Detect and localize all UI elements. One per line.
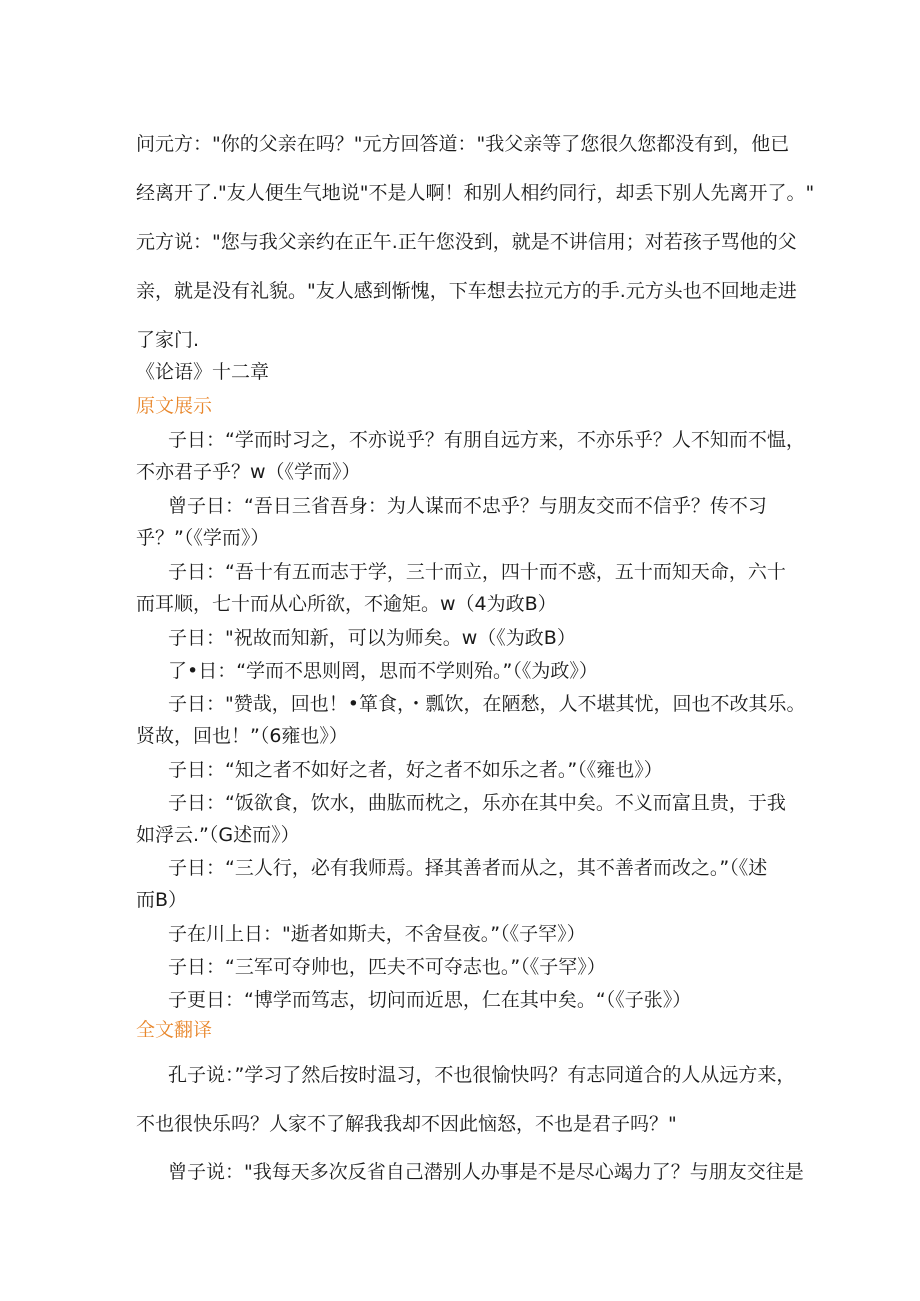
original-line: 乎？”（《学而》） [136,527,270,549]
original-line: 子日：“知之者不如好之者，好之者不如乐之者。”（《雍也》） [168,759,663,781]
story-line: 问元方："你的父亲在吗？"元方回答道："我父亲等了您很久您都没有到，他已 [136,133,790,155]
original-line: 子日：“三军可夺帅也，匹夫不可夺志也。”（《子罕》） [168,956,606,978]
original-line: 子在川上日："逝者如斯夫，不舍昼夜。”（《子罕》） [168,923,586,945]
story-line: 了家门. [136,329,200,351]
translation-line: 曾子说："我每天多次反省自己潜别人办事是不是尽心竭力了？与朋友交往是 [168,1161,804,1183]
original-line: 子日：“学而时习之，不亦说乎？有朋自远方来，不亦乐乎？人不知而不愠， [168,429,805,451]
translation-line: 不也很快乐吗？人家不了解我我却不因此恼怒，不也是君子吗？" [136,1113,677,1135]
original-line: 子日：“吾十有五而志于学，三十而立，四十而不惑，五十而知天命，六十 [168,561,786,583]
original-line: 而B） [136,889,188,911]
story-line: 亲，就是没有礼貌。"友人感到惭愧，下车想去拉元方的手.元方头也不回地走进 [136,280,797,302]
original-line: 如浮云.”（G述而》） [136,824,300,846]
translation-heading: 全文翻译 [136,1019,213,1041]
original-line: 子日：“饭欲食，饮水，曲肱而枕之，乐亦在其中矣。不义而富且贵，于我 [168,792,786,814]
story-line: 经离开了."友人便生气地说"不是人啊！和别人相约同行，却丢下别人先离开了。" [136,182,815,204]
original-line: 子日：“三人行，必有我师焉。择其善者而从之，其不善者而改之。”（《述 [168,857,768,879]
original-line: 不亦君子乎？w（《学而》） [136,461,361,483]
original-line: 了•日：“学而不思则罔，思而不学则殆。”（《为政》） [168,660,598,682]
original-line: 子更日：“博学而笃志，切问而近思，仁在其中矣。“（《子张》） [168,989,692,1011]
original-heading: 原文展示 [136,395,213,417]
original-line: 而耳顺，七十而从心所欲，不逾矩。w（4为政B） [136,593,557,615]
original-line: 子日："赞哉，回也！•箪食，・瓢饮，在陋愁，人不堪其忧，回也不改其乐。 [168,693,806,715]
translation-line: 孔子说：”学习了然后按时温习，不也很愉快吗？有志同道合的人从远方来， [168,1064,796,1086]
original-line: 曾子日：“吾日三省吾身：为人谋而不忠乎？与朋友交而不信乎？传不习 [168,495,767,517]
story-line: 元方说："您与我父亲约在正午.正午您没到，就是不讲信用；对若孩子骂他的父 [136,231,797,253]
original-line: 子日："祝故而知新，可以为师矣。w（《为政B） [168,627,576,649]
section-title: 《论语》十二章 [136,361,270,383]
original-line: 贤故，回也！”（6雍也》） [136,725,348,747]
